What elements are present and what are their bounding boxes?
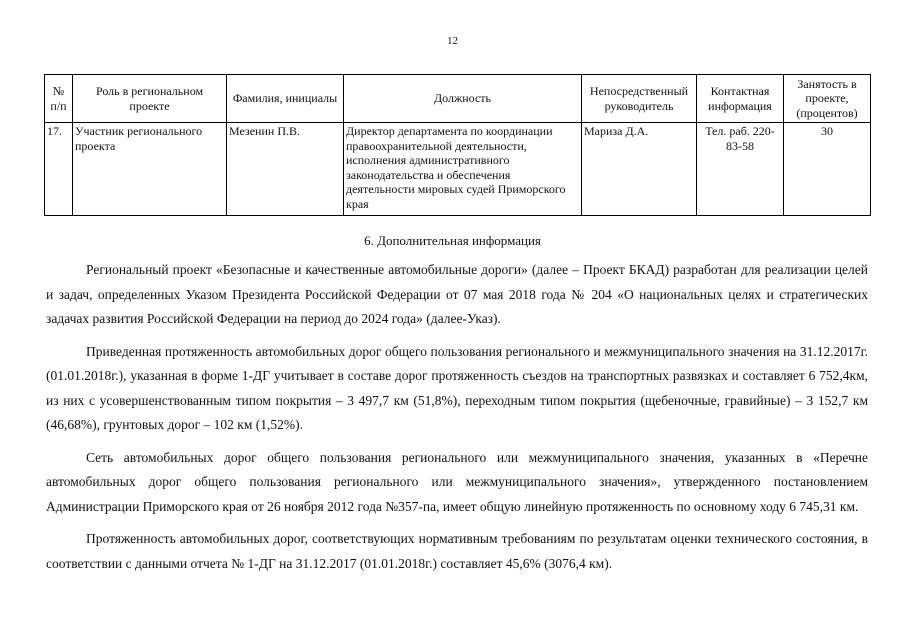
table-row <box>45 123 871 216</box>
section-title: 6. Дополнительная информация <box>364 233 541 248</box>
paragraph-project-description: Региональный проект «Безопасные и качественные автомобильные дороги» (далее – Проект БКАД) разработан для реализации целей и задач, определенных Указом Президента Российской Федерации от 07 мая 2018 года № 204 «О национальных целях и стратегических задачах развития Российской Федерации на период до 2024 года» (далее-Указ). <box>46 262 868 326</box>
cell-contact: Тел. раб. 220-83-58 <box>697 123 784 216</box>
paragraph-normative-roads: Протяженность автомобильных дорог, соответствующих нормативным требованиям по результатам оценки технического состояния, в соответствии с данными отчета № 1-ДГ на 31.12.2017 (01.01.2018г.) составляет 45,6% (3076,4 км). <box>46 531 868 571</box>
cell-manager: Мариза Д.А. <box>582 123 697 216</box>
page-number: 12 <box>447 35 458 47</box>
header-num: № п/п <box>45 75 73 123</box>
section-body <box>46 258 868 584</box>
cell-employment: 30 <box>784 123 871 216</box>
header-position: Должность <box>344 75 582 123</box>
cell-position: Директор департамента по координации правоохранительной деятельности, исполнения административного законодательства и обеспечения деятельности мировых судей Приморского края <box>344 123 582 216</box>
header-employment: Занятость в проекте, (процентов) <box>784 75 871 123</box>
paragraph-road-length: Приведенная протяженность автомобильных дорог общего пользования регионального и межмуниципального значения на 31.12.2017г. (01.01.2018г.), указанная в форме 1-ДГ учитывает в составе дорог протяженность съездов на транспортных развязках и составляет 6 752,4км, из них с усовершенствованным типом покрытия – 3 497,7 км (51,8%), переходным типом покрытия (щебеночные, гравийные) – 3 152,7 км (46,68%), грунтовых дорог – 102 км (1,52%). <box>46 343 868 432</box>
header-manager: Непосредственный руководитель <box>582 75 697 123</box>
header-contact: Контактная информация <box>697 75 784 123</box>
table-header-row <box>45 75 871 123</box>
header-role: Роль в региональном проекте <box>73 75 227 123</box>
participants-table <box>44 74 871 216</box>
cell-num: 17. <box>45 123 73 216</box>
cell-role: Участник регионального проекта <box>73 123 227 216</box>
cell-name: Мезенин П.В. <box>227 123 344 216</box>
header-name: Фамилия, инициалы <box>227 75 344 123</box>
paragraph-road-network: Сеть автомобильных дорог общего пользования регионального или межмуниципального значения, указанных в «Перечне автомобильных дорог общего пользования регионального или межмуниципального значения», утвержденного постановлением Администрации Приморского края от 26 ноября 2012 года №357-па, имеет общую линейную протяженность по основному ходу 6 745,31 км. <box>46 449 868 514</box>
